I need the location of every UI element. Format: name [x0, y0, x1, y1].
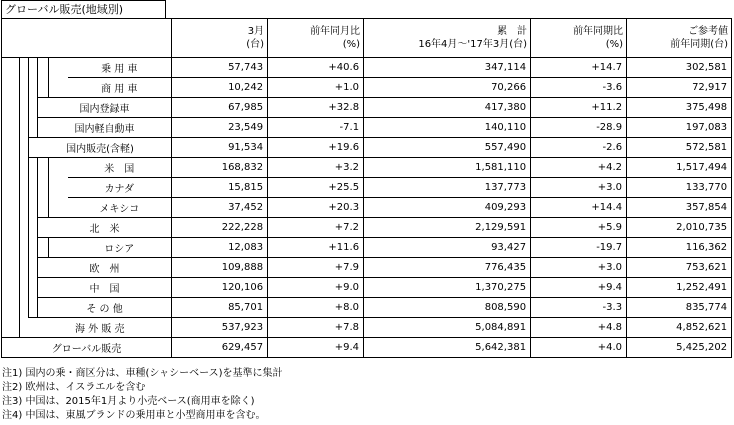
cell: +9.0: [268, 278, 364, 298]
row-label: 米 国: [68, 158, 172, 178]
cell: 91,534: [172, 138, 268, 158]
row-label: 国内軽自動車: [38, 118, 172, 138]
cell: +11.6: [268, 238, 364, 258]
cell: 375,498: [627, 98, 732, 118]
cell: 5,642,381: [364, 338, 531, 358]
row-label: 国内登録車: [38, 98, 172, 118]
cell: 168,832: [172, 158, 268, 178]
cell: 557,490: [364, 138, 531, 158]
table-title: グローバル販売(地域別): [1, 0, 166, 19]
cell: 15,815: [172, 178, 268, 198]
cell: -19.7: [531, 238, 627, 258]
footnote: 注1) 国内の乗・商区分は、車種(シャシーベース)を基準に集計: [2, 368, 283, 379]
col-header-reference: ご参考値 前年同期(台): [627, 19, 732, 58]
cell: 835,774: [627, 298, 732, 318]
col-header-yoy-period: 前年同期比 (%): [531, 19, 627, 58]
sales-table: [1, 18, 732, 358]
row-label: 国内販売(含軽): [29, 138, 172, 158]
cell: +8.0: [268, 298, 364, 318]
cell: 808,590: [364, 298, 531, 318]
cell: 2,129,591: [364, 218, 531, 238]
cell: 572,581: [627, 138, 732, 158]
row-label: カナダ: [68, 178, 172, 198]
cell: 109,888: [172, 258, 268, 278]
cell: +1.0: [268, 78, 364, 98]
row-label: 北 米: [38, 218, 172, 238]
cell: 357,854: [627, 198, 732, 218]
cell: +4.2: [531, 158, 627, 178]
cell: 5,425,202: [627, 338, 732, 358]
table-row: [2, 258, 732, 278]
cell: +25.5: [268, 178, 364, 198]
cell: 1,517,494: [627, 158, 732, 178]
cell: -2.6: [531, 138, 627, 158]
cell: 133,770: [627, 178, 732, 198]
cell: 116,362: [627, 238, 732, 258]
cell: 137,773: [364, 178, 531, 198]
row-label: 海 外 販 売: [29, 318, 172, 338]
cell: +7.9: [268, 258, 364, 278]
table-row: [2, 198, 732, 218]
cell: 409,293: [364, 198, 531, 218]
table-row: [2, 58, 732, 78]
cell: 1,370,275: [364, 278, 531, 298]
cell: +14.7: [531, 58, 627, 78]
cell: 1,252,491: [627, 278, 732, 298]
footnotes: [2, 367, 283, 423]
cell: +7.8: [268, 318, 364, 338]
cell: +4.0: [531, 338, 627, 358]
table-row: [2, 218, 732, 238]
cell: 67,985: [172, 98, 268, 118]
row-label: 商 用 車: [68, 78, 172, 98]
cell: 417,380: [364, 98, 531, 118]
cell: 85,701: [172, 298, 268, 318]
cell: 222,228: [172, 218, 268, 238]
row-label: グローバル販売: [2, 338, 172, 358]
cell: -3.6: [531, 78, 627, 98]
cell: +19.6: [268, 138, 364, 158]
cell: 4,852,621: [627, 318, 732, 338]
cell: 57,743: [172, 58, 268, 78]
cell: 197,083: [627, 118, 732, 138]
cell: 93,427: [364, 238, 531, 258]
row-label: ロシア: [68, 238, 172, 258]
col-header-yoy-month: 前年同月比 (%): [268, 19, 364, 58]
footnote: 注3) 中国は、2015年1月より小売ベース(商用車を除く): [2, 396, 255, 407]
table-row: [2, 98, 732, 118]
table-row: [2, 138, 732, 158]
table-row: [2, 78, 732, 98]
col-header-cumulative: 累 計 16年4月～'17年3月(台): [364, 19, 531, 58]
footnote: 注2) 欧州は、イスラエルを含む: [2, 382, 146, 393]
table-row: [2, 158, 732, 178]
header-row: [2, 19, 732, 58]
cell: 629,457: [172, 338, 268, 358]
cell: 10,242: [172, 78, 268, 98]
cell: 5,084,891: [364, 318, 531, 338]
table-row: [2, 278, 732, 298]
cell: +32.8: [268, 98, 364, 118]
cell: +3.0: [531, 258, 627, 278]
cell: +40.6: [268, 58, 364, 78]
table-row: [2, 318, 732, 338]
cell: 302,581: [627, 58, 732, 78]
row-label: 中 国: [38, 278, 172, 298]
table-row: [2, 298, 732, 318]
cell: 12,083: [172, 238, 268, 258]
row-label: そ の 他: [38, 298, 172, 318]
cell: -28.9: [531, 118, 627, 138]
cell: 753,621: [627, 258, 732, 278]
cell: +7.2: [268, 218, 364, 238]
cell: 72,917: [627, 78, 732, 98]
cell: +3.2: [268, 158, 364, 178]
cell: +9.4: [531, 278, 627, 298]
row-label: 乗 用 車: [68, 58, 172, 78]
cell: -7.1: [268, 118, 364, 138]
cell: 347,114: [364, 58, 531, 78]
cell: +4.8: [531, 318, 627, 338]
cell: 70,266: [364, 78, 531, 98]
footnote: 注4) 中国は、東風ブランドの乗用車と小型商用車を含む。: [2, 410, 266, 421]
cell: 140,110: [364, 118, 531, 138]
cell: 1,581,110: [364, 158, 531, 178]
cell: 537,923: [172, 318, 268, 338]
row-label: 欧 州: [38, 258, 172, 278]
cell: 23,549: [172, 118, 268, 138]
cell: 2,010,735: [627, 218, 732, 238]
cell: 776,435: [364, 258, 531, 278]
cell: 120,106: [172, 278, 268, 298]
cell: +9.4: [268, 338, 364, 358]
header-corner: [2, 19, 172, 58]
table-row: [2, 338, 732, 358]
cell: +20.3: [268, 198, 364, 218]
col-header-march: 3月 (台): [172, 19, 268, 58]
row-label: メキシコ: [68, 198, 172, 218]
cell: +14.4: [531, 198, 627, 218]
cell: +3.0: [531, 178, 627, 198]
cell: +11.2: [531, 98, 627, 118]
cell: +5.9: [531, 218, 627, 238]
table-row: [2, 178, 732, 198]
table-row: [2, 118, 732, 138]
cell: 37,452: [172, 198, 268, 218]
table-row: [2, 238, 732, 258]
cell: -3.3: [531, 298, 627, 318]
